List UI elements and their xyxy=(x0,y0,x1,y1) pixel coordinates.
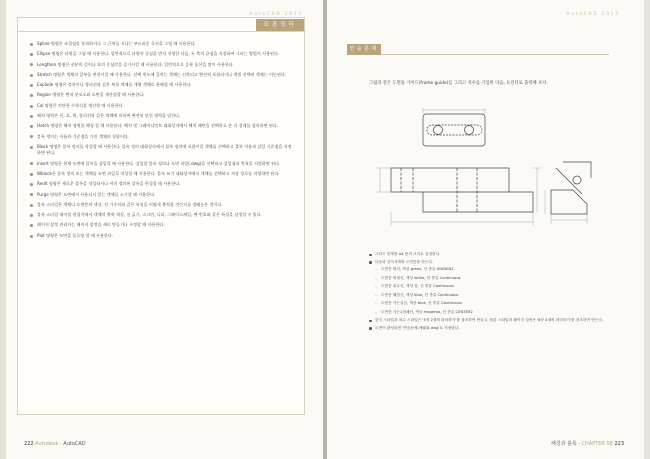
left-page xyxy=(0,0,323,459)
step-item: 도면이 완성되면 '연습문제-애패워.dwg'로 저장한다. xyxy=(369,326,619,332)
step-item: 다음과 같이 5개의 도면층을 만든다. xyxy=(369,260,619,266)
exercise-title: 연습문제 xyxy=(347,44,381,55)
exercise-header xyxy=(347,44,609,55)
page-number: 222 xyxy=(24,441,34,447)
summary-item: Lengthen 명령은 선분의 길이나 호의 중심각을 증가시킬 때 사용한다. 일반적으로 증분 옵션을 많이 사용한다. xyxy=(30,62,295,68)
summary-item: Plot 명령은 도면을 플로팅 할 때 사용한다. xyxy=(30,233,295,239)
layer-spec-item: – 도면층 외선, 색상 green, 선 종류 HIDDEN2 xyxy=(369,267,619,273)
running-head: AutoCAD 2015 xyxy=(249,11,303,16)
summary-item: Wblock은 블록 정의 또는 객체를 도면 파일로 작성할 때 사용한다. 블록 쓰기 대화상자에서 객체를 선택하고 저장 경로를 지정하면 된다. xyxy=(30,171,295,177)
layer-spec-item: – 도면층 가는1점쇄선, 색상 magenta, 선 종류 CENTER2 xyxy=(369,310,619,316)
summary-item: Explode 명령은 블록이나 폴리선과 같은 복합 객체를 개별 객체로 분해할 때 사용한다. xyxy=(30,82,295,88)
summary-item: Redit 명령은 새로운 블록을 작성하거나 이미 정의된 블록을 편집할 때 사용한다. xyxy=(30,181,295,187)
summary-item: 블록 정의는 이름과 기준점을 가진 객체의 집합이다. xyxy=(30,134,295,140)
summary-divider xyxy=(18,31,306,32)
layer-spec-item: – 도면층 해칭선, 색상 blue, 선 종류 Continuous xyxy=(369,293,619,299)
technical-drawing xyxy=(365,108,615,236)
page-number: 223 xyxy=(614,441,624,447)
footer-chapter: CHAPTER 08 xyxy=(581,441,613,447)
summary-item: 블록 스타일은 객체나 도면층의 색상, 선 가중치와 같은 특성을 어떻게 출력할 것인지를 정해놓은 것이다. xyxy=(30,202,295,208)
steps-list xyxy=(369,252,619,333)
page-footer-left: 222 Autodesk · AutoCAD xyxy=(24,441,86,447)
layer-spec-item: – 도면층 가는실선, 색상 blue, 선 종류 Continuous xyxy=(369,301,619,307)
layer-spec-item: – 도면층 치수선, 색상 청, 선 종류 Continuous xyxy=(369,284,619,290)
step-item: 그리드 한계를 A4 용지 크기로 설정한다. xyxy=(369,252,619,258)
exercise-rule xyxy=(381,54,609,55)
summary-item: 페이지 설정 관리자는 페이지 설정을 새로 만들거나 수정할 때 사용한다. xyxy=(30,222,295,228)
layer-spec-item: – 도면층 외형선, 색상 white, 선 종류 Continuous xyxy=(369,276,619,282)
drawing-top-view xyxy=(423,114,485,146)
summary-item: Purge 명령은 도면에서 사용되지 않는 객체를 소거할 때 사용한다. xyxy=(30,192,295,198)
running-head: AutoCAD 2015 xyxy=(566,11,620,16)
summary-item: Region 명령은 면적 분포도와 도면을 계산성할 때 사용한다. xyxy=(30,92,295,98)
summary-box xyxy=(17,17,305,415)
summary-list xyxy=(30,41,295,243)
summary-item: Hatch 명령은 해치 영역을 해칭 할 때 사용한다. 해치 및 그레이디언트 대화상자에서 해치 패턴을 선택하고 한 지 경계를 정의하면 된다. xyxy=(30,123,295,129)
step-item: 한국 스타일과 치수 스타일은 '5장 2절의 따라하기'를 참조하여 만들고, 플롯 스타일과 페이지 설정은 '8장 4절의 따라하기'를 참조하여 만든다. xyxy=(369,318,619,324)
page-footer-right: 해칭과 블록 · CHAPTER 08 223 xyxy=(551,441,624,447)
summary-item: Insert 명령은 현재 도면에 블록을 삽입할 때 사용한다. 삽입할 블록 정의나 도면 파일(.dwg)을 선택하고 삽입점과 축척을 지정하면 된다. xyxy=(30,161,295,167)
summary-item: Cal 명령은 간단한 수학식을 계산할 때 사용한다. xyxy=(30,103,295,109)
footer-brand: Autodesk xyxy=(35,441,59,447)
footer-chapter-title: 해칭과 블록 xyxy=(551,441,577,447)
summary-item: 해치 영역은 선, 호, 원, 폴리선과 같은 객체에 의하여 완전히 닫힌 영역을 말한다. xyxy=(30,113,295,119)
summary-item: 블록 스타일 테이블 편집기에서 객체의 출력 색상, 선 굵기, 스크린, 디더, 그레이스케일, 펜 번호와 같은 특성을 설정할 수 있다. xyxy=(30,212,295,218)
summary-title: 요점정리 xyxy=(256,19,304,31)
summary-item: Block 명령은 블록 정의를 작성할 때 사용한다. 블록 정의 대화상자에서 블록 정의에 포함시킬 객체를 선택하고 블록 이름과 삽입 기준점을 지정하면 된다. xyxy=(30,144,295,157)
summary-item: Stretch 명령은 객체의 일부를 연장시킬 때 사용한다. 선택 윈도에 걸치는 객체는 신축되고 완전히 포함되거나 개별 선택된 객체는 이동된다. xyxy=(30,72,295,78)
summary-item: Spline 명령은 조절점을 통과하거나 그 근처를 지나는 부드러운 곡선을 그릴 때 사용한다. xyxy=(30,41,295,47)
drawing-side-view xyxy=(551,162,591,214)
footer-product: AutoCAD xyxy=(63,441,86,447)
exercise-instruction: 그림과 같은 도면틀 가이드(frame guide)를 그리고 치수를 기입한 다음, 프린터로 출력해 보자. xyxy=(369,81,548,86)
drawing-front-view xyxy=(391,168,533,212)
summary-item: Ellipse 명령은 타원을 그릴 때 사용한다. 일반적으로 타원의 중심을 먼저 지정한 다음, 두 축의 끝점을 지정하여 그리는 방법이 사용된다. xyxy=(30,51,295,57)
right-page xyxy=(327,0,650,459)
